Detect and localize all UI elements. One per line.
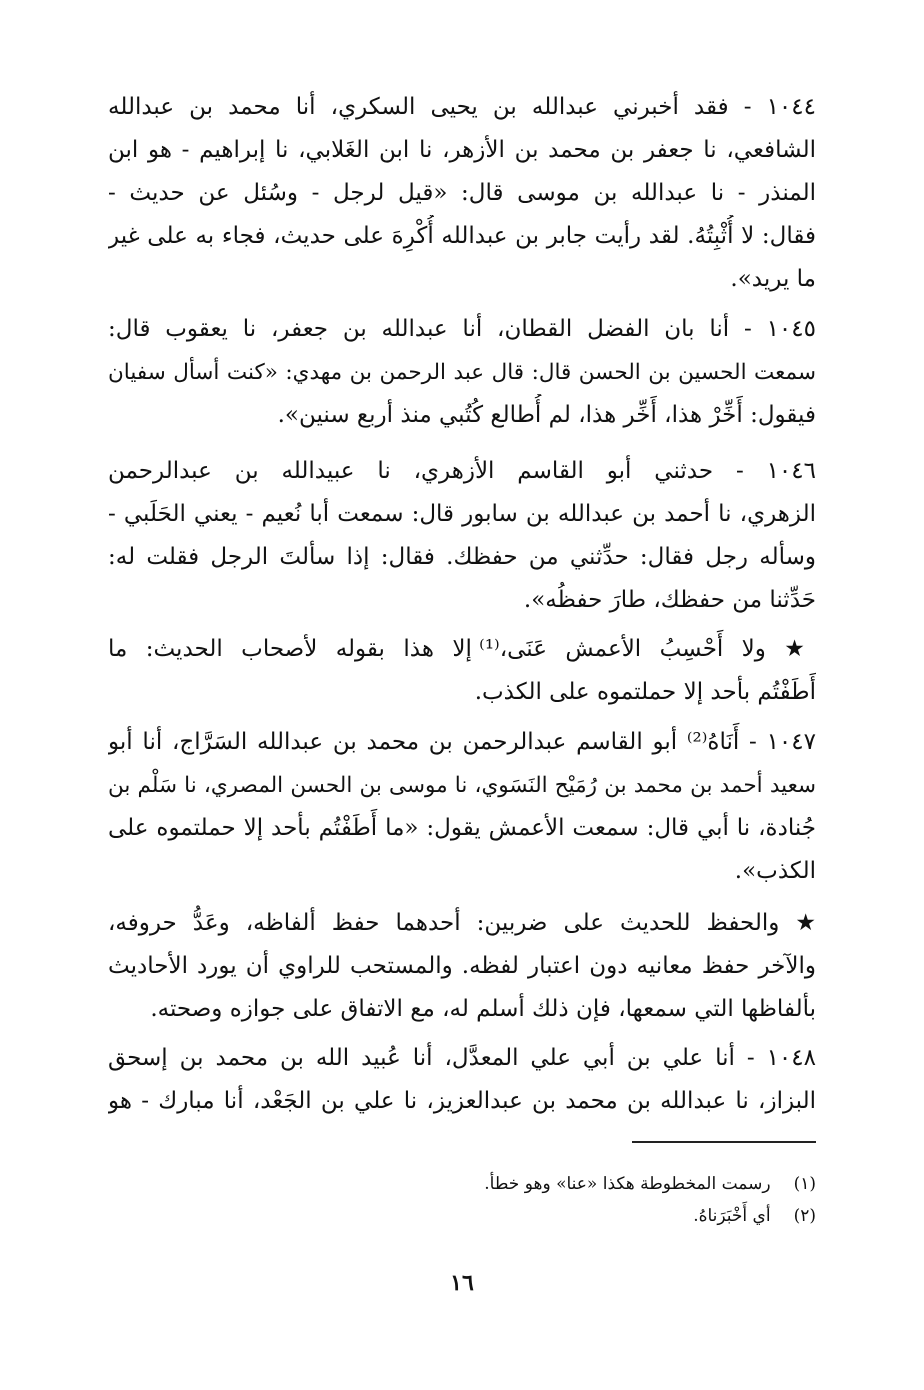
- paragraph-1046: [108, 450, 816, 622]
- footnotes: [330, 1168, 816, 1232]
- text-line: والآخر حفظ معانيه دون اعتبار لفظه. والمستحب للراوي أن يورد الأحاديث: [108, 953, 816, 979]
- text-line: وسأله رجل فقال: حدِّثني من حفظك. فقال: إذا سألتَ الرجل فقلت له:: [108, 544, 816, 570]
- text-line: حَدِّثنا من حفظك، طارَ حفظُه».: [523, 587, 816, 613]
- paragraph-note-hifz: [108, 902, 816, 1031]
- footnote-text: رسمت المخطوطة هكذا «عنا» وهو خطأ.: [484, 1174, 771, 1194]
- text-line: الشافعي، نا جعفر بن محمد بن الأزهر، نا ابن الغَلابي، نا إبراهيم - هو ابن: [108, 137, 816, 163]
- text-line: ١٠٤٨ - أنا علي بن أبي علي المعدَّل، أنا عُبيد الله بن محمد بن إسحق: [108, 1045, 816, 1071]
- text-line: الزهري، نا أحمد بن عبدالله بن سابور قال: سمعت أبا نُعيم - يعني الحَلَبي -: [108, 501, 816, 527]
- paragraph-1047: [108, 721, 816, 893]
- text-line: ١٠٤٦ - حدثني أبو القاسم الأزهري، نا عبيدالله بن عبدالرحمن: [108, 458, 816, 484]
- text-line: الكذب».: [734, 858, 816, 884]
- text-line: ما يريد».: [730, 266, 816, 292]
- paragraph-1044: [108, 86, 816, 301]
- paragraph-1048: [108, 1037, 816, 1123]
- text-line: سمعت الحسين بن الحسن قال: قال عبد الرحمن بن مهدي: «كنت أسأل سفيان: [108, 360, 816, 385]
- footnote-text: أي أَخْبَرَناهُ.: [693, 1206, 771, 1226]
- text-line: فقال: لا أُثْبِتُهُ. لقد رأيت جابر بن عبدالله أُكْرِهَ على حديث، فجاء به على غير: [108, 223, 816, 249]
- page-number: ١٦: [450, 1270, 474, 1296]
- text-line: أَطَفْتُم بأحد إلا حملتموه على الكذب.: [474, 679, 816, 705]
- text-line: المنذر - نا عبدالله بن موسى قال: «قيل لرجل - وسُئل عن حديث -: [108, 180, 816, 206]
- text-line: جُنادة، نا أبي قال: سمعت الأعمش يقول: «ما أَطَفْتُم بأحد إلا حملتموه على: [108, 815, 816, 841]
- text-line: ١٠٤٤ - فقد أخبرني عبدالله بن يحيى السكري، أنا محمد بن عبدالله: [108, 94, 816, 120]
- paragraph-1045: [108, 308, 816, 437]
- text-line: فيقول: أَخِّرْ هذا، أَخِّر هذا، لم أُطالع كُتُبي منذ أربع سنين».: [277, 402, 816, 428]
- footnote-number: (١): [793, 1174, 816, 1194]
- text-line: ١٠٤٥ - أنا بان الفضل القطان، أنا عبدالله بن جعفر، نا يعقوب قال:: [108, 316, 816, 342]
- paragraph-note-aamash: [108, 628, 816, 714]
- text-line: سعيد أحمد بن محمد بن رُمَيْح النَسَوي، نا موسى بن الحسن المصري، نا سَلْم بن: [108, 773, 816, 798]
- text-line: ١٠٤٧ - أَنَاهُ⁽²⁾ أبو القاسم عبدالرحمن بن محمد بن عبدالله السَرَّاج، أنا أبو: [108, 729, 816, 755]
- text-line: بألفاظها التي سمعها، فإن ذلك أسلم له، مع الاتفاق على جوازه وصحته.: [150, 996, 816, 1022]
- footnote-1: [330, 1168, 816, 1200]
- text-line: البزاز، نا عبدالله بن محمد بن عبدالعزيز، نا علي بن الجَعْد، أنا مبارك - هو: [108, 1088, 816, 1114]
- text-line: ★ والحفظ للحديث على ضربين: أحدهما حفظ ألفاظه، وعَدُّ حروفه،: [108, 910, 816, 936]
- footnote-number: (٢): [793, 1206, 816, 1226]
- footnote-2: [330, 1200, 816, 1232]
- text-line: ★ ولا أَحْسِبُ الأعمش عَنَى،⁽¹⁾ إلا هذا بقوله لأصحاب الحديث: ما: [108, 636, 816, 662]
- footnote-divider: [632, 1141, 816, 1143]
